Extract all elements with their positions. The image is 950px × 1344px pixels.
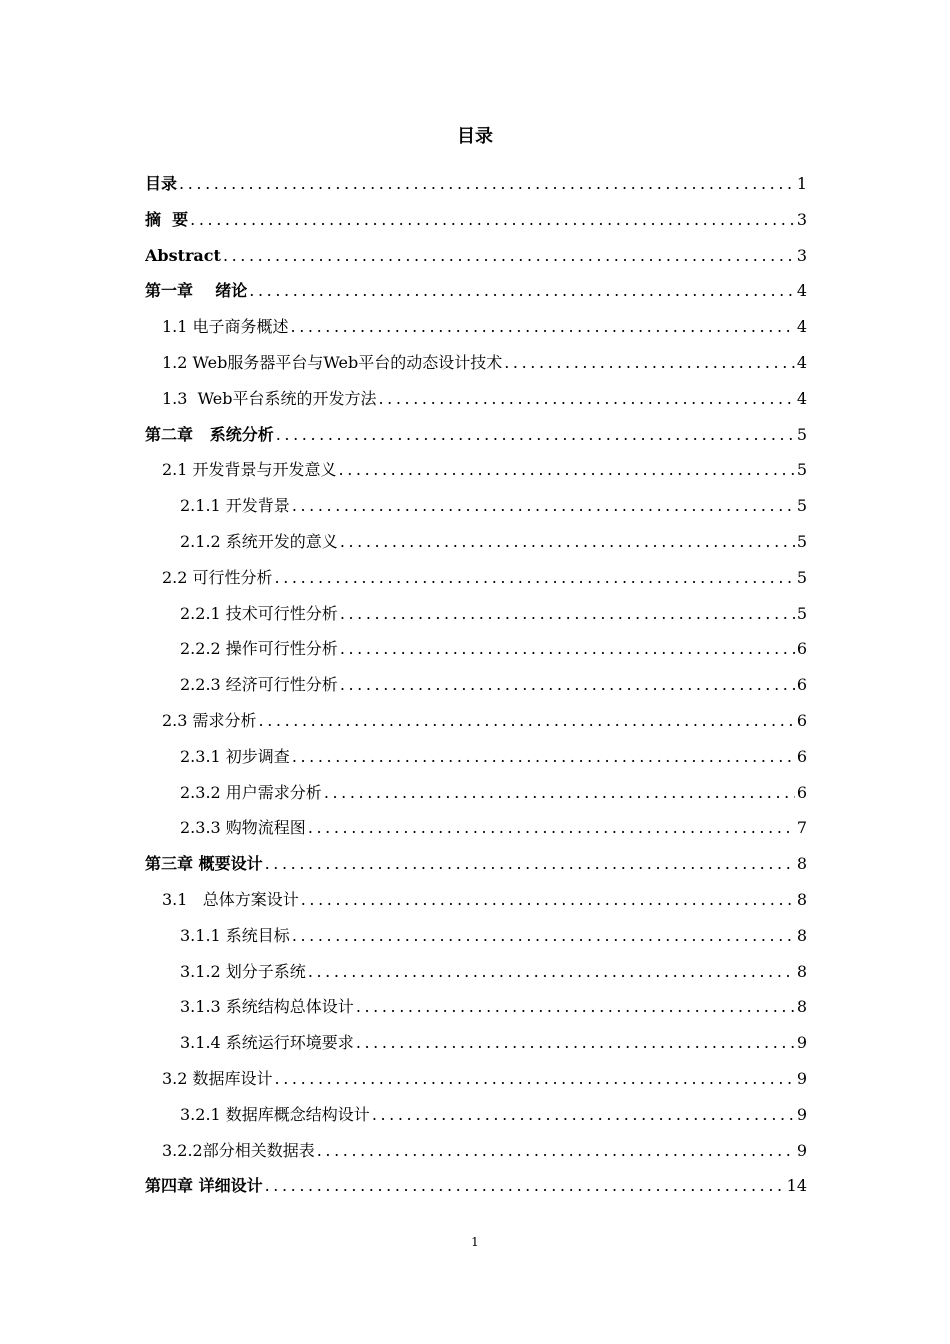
toc-entry-page: 5 (796, 603, 807, 623)
toc-entry[interactable] (145, 814, 807, 850)
toc-dot-leader (308, 814, 795, 842)
toc-entry-page: 9 (796, 1033, 807, 1053)
toc-entry-page: 6 (796, 639, 807, 659)
toc-entry[interactable] (145, 492, 807, 528)
toc-dot-leader (223, 242, 795, 270)
toc-dot-leader (249, 277, 795, 305)
toc-dot-leader (265, 850, 795, 878)
toc-entry[interactable] (145, 528, 807, 564)
toc-entry-page: 3 (796, 245, 807, 265)
toc-entry[interactable] (145, 277, 807, 313)
toc-dot-leader (340, 671, 795, 699)
toc-entry-label: 1.2 Web服务器平台与Web平台的动态设计技术 (162, 352, 503, 372)
toc-dot-leader (259, 707, 795, 735)
toc-entry-page: 8 (796, 961, 807, 981)
toc-entry-page: 5 (796, 496, 807, 516)
toc-entry[interactable] (145, 421, 807, 457)
toc-entry-label: 1.1 电子商务概述 (162, 317, 289, 337)
toc-entry-page: 6 (796, 782, 807, 802)
toc-entry-page: 8 (796, 925, 807, 945)
toc-entry[interactable] (145, 170, 807, 206)
toc-entry-page: 4 (796, 281, 807, 301)
toc-dot-leader (190, 206, 795, 234)
toc-entry[interactable] (145, 242, 807, 278)
toc-entry-label: 2.3.3 购物流程图 (180, 818, 306, 838)
toc-entry[interactable] (145, 1101, 807, 1137)
toc-entry-page: 8 (796, 889, 807, 909)
toc-entry-page: 7 (796, 818, 807, 838)
toc-dot-leader (292, 492, 795, 520)
toc-entry-label: 第四章 详细设计 (145, 1176, 263, 1196)
toc-entry-page: 3 (796, 209, 807, 229)
toc-entry-page: 14 (786, 1176, 807, 1196)
toc-dot-leader (504, 349, 795, 377)
toc-entry-page: 9 (796, 1140, 807, 1160)
toc-dot-leader (308, 958, 795, 986)
toc-entry-label: 1.3 Web平台系统的开发方法 (162, 388, 377, 408)
toc-entry[interactable] (145, 707, 807, 743)
toc-entry[interactable] (145, 671, 807, 707)
toc-entry-page: 4 (796, 388, 807, 408)
toc-dot-leader (340, 635, 795, 663)
toc-entry-label: 3.2 数据库设计 (162, 1068, 273, 1088)
toc-entry[interactable] (145, 922, 807, 958)
toc-dot-leader (356, 993, 795, 1021)
toc-dot-leader (378, 385, 794, 413)
toc-entry-label: 2.2.3 经济可行性分析 (180, 675, 338, 695)
toc-entry-label: 2.2.1 技术可行性分析 (180, 603, 338, 623)
toc-entry-label: 3.1 总体方案设计 (162, 889, 299, 909)
toc-entry-page: 5 (796, 567, 807, 587)
page-title: 目录 (457, 126, 493, 147)
toc-entry-label: 摘 要 (145, 209, 189, 229)
table-of-contents (145, 170, 807, 1208)
toc-entry-label: 2.1.2 系统开发的意义 (180, 531, 338, 551)
toc-entry-label: 3.1.1 系统目标 (180, 925, 290, 945)
toc-entry-label: 2.3 需求分析 (162, 710, 257, 730)
toc-entry-page: 9 (796, 1104, 807, 1124)
toc-entry-label: 2.2.2 操作可行性分析 (180, 639, 338, 659)
toc-dot-leader (292, 922, 795, 950)
toc-entry[interactable] (145, 1137, 807, 1173)
toc-entry[interactable] (145, 385, 807, 421)
page-number: 1 (471, 1235, 479, 1249)
toc-dot-leader (275, 564, 795, 592)
toc-entry[interactable] (145, 1029, 807, 1065)
toc-dot-leader (340, 600, 795, 628)
toc-dot-leader (301, 886, 795, 914)
toc-dot-leader (265, 1172, 785, 1200)
toc-entry-label: 3.2.1 数据库概念结构设计 (180, 1104, 370, 1124)
toc-dot-leader (317, 1137, 795, 1165)
toc-dot-leader (276, 421, 795, 449)
toc-entry-page: 6 (796, 746, 807, 766)
toc-entry[interactable] (145, 600, 807, 636)
toc-dot-leader (339, 456, 795, 484)
toc-entry[interactable] (145, 313, 807, 349)
toc-entry[interactable] (145, 456, 807, 492)
toc-entry[interactable] (145, 958, 807, 994)
toc-dot-leader (179, 170, 795, 198)
toc-entry-label: 2.1 开发背景与开发意义 (162, 460, 337, 480)
toc-dot-leader (291, 313, 795, 341)
toc-entry[interactable] (145, 743, 807, 779)
toc-entry-label: 2.3.2 用户需求分析 (180, 782, 322, 802)
toc-entry-label: 2.1.1 开发背景 (180, 496, 290, 516)
toc-entry-page: 6 (796, 675, 807, 695)
toc-entry-label: 2.2 可行性分析 (162, 567, 273, 587)
toc-entry-label: 3.1.3 系统结构总体设计 (180, 997, 354, 1017)
toc-dot-leader (340, 528, 795, 556)
toc-entry[interactable] (145, 1172, 807, 1208)
toc-entry[interactable] (145, 564, 807, 600)
toc-entry-page: 1 (796, 174, 807, 193)
toc-dot-leader (372, 1101, 795, 1129)
toc-entry-label: 3.1.2 划分子系统 (180, 961, 306, 981)
toc-entry[interactable] (145, 349, 807, 385)
toc-entry[interactable] (145, 779, 807, 815)
toc-entry[interactable] (145, 206, 807, 242)
toc-entry-page: 5 (796, 531, 807, 551)
toc-entry-page: 8 (796, 997, 807, 1017)
toc-entry-label: Abstract (145, 245, 221, 265)
toc-entry-page: 6 (796, 710, 807, 730)
toc-entry[interactable] (145, 635, 807, 671)
toc-entry-label: 第二章 系统分析 (145, 424, 274, 444)
toc-entry-label: 目录 (145, 174, 178, 193)
toc-entry[interactable] (145, 886, 807, 922)
toc-entry-label: 第三章 概要设计 (145, 854, 263, 874)
toc-entry-page: 9 (796, 1068, 807, 1088)
toc-entry-page: 8 (796, 854, 807, 874)
toc-entry-label: 第一章 绪论 (145, 281, 248, 301)
toc-entry-page: 5 (796, 424, 807, 444)
toc-entry[interactable] (145, 850, 807, 886)
toc-dot-leader (292, 743, 795, 771)
toc-dot-leader (324, 779, 795, 807)
toc-entry-page: 4 (796, 317, 807, 337)
toc-entry-label: 3.1.4 系统运行环境要求 (180, 1033, 354, 1053)
toc-entry-page: 5 (796, 460, 807, 480)
toc-entry-label: 2.3.1 初步调查 (180, 746, 290, 766)
toc-entry[interactable] (145, 1065, 807, 1101)
toc-dot-leader (356, 1029, 795, 1057)
toc-entry-page: 4 (796, 352, 807, 372)
toc-entry[interactable] (145, 993, 807, 1029)
toc-entry-label: 3.2.2部分相关数据表 (162, 1140, 315, 1160)
toc-dot-leader (275, 1065, 795, 1093)
